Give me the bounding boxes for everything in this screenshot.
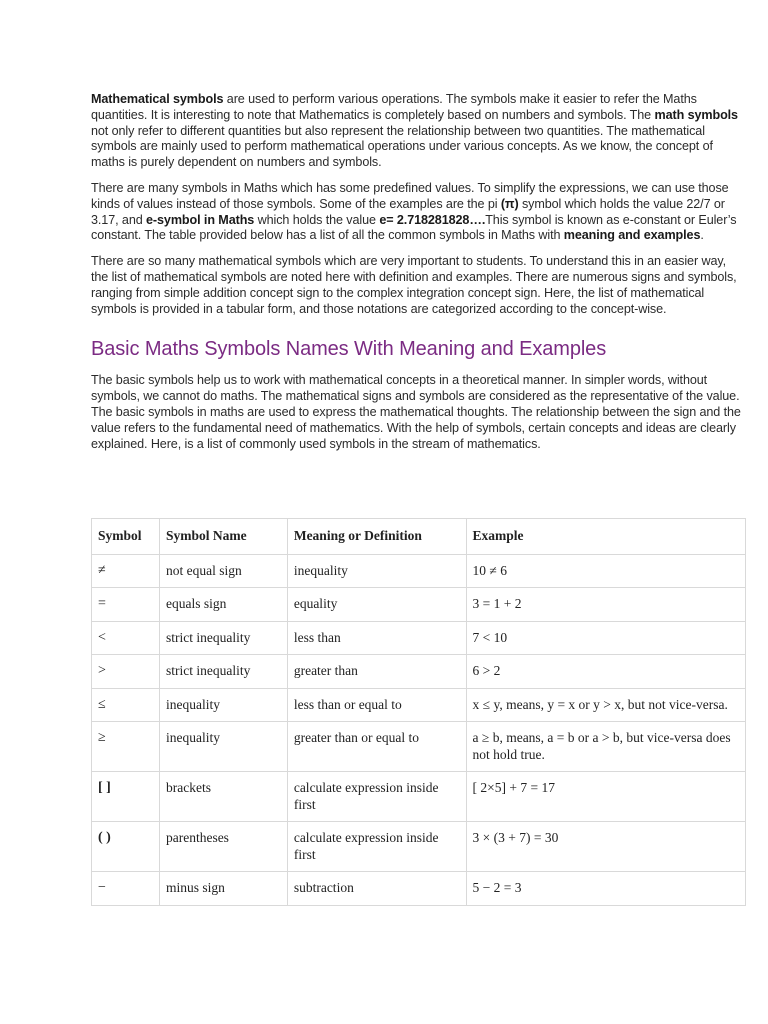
cell-example: 5 − 2 = 3 <box>466 872 745 906</box>
paragraph-text: . <box>700 228 704 243</box>
table-header-row <box>92 519 746 555</box>
cell-name: brackets <box>159 772 287 822</box>
cell-name: strict inequality <box>159 621 287 655</box>
cell-meaning: less than or equal to <box>287 688 466 722</box>
cell-name: minus sign <box>159 872 287 906</box>
bold-term: math symbols <box>654 107 738 122</box>
cell-symbol: ≥ <box>92 722 160 772</box>
article-body <box>91 92 746 452</box>
header-symbol-name: Symbol Name <box>159 519 287 555</box>
table-row <box>92 872 746 906</box>
cell-name: not equal sign <box>159 554 287 588</box>
cell-symbol: ≠ <box>92 554 160 588</box>
cell-example: [ 2×5] + 7 = 17 <box>466 772 745 822</box>
cell-example: a ≥ b, means, a = b or a > b, but vice-versa does not hold true. <box>466 722 745 772</box>
table-row <box>92 722 746 772</box>
cell-meaning: calculate expression inside first <box>287 822 466 872</box>
table-row <box>92 588 746 622</box>
paragraph-text: are used to perform various operations. The symbols make it easier to refer the Maths quantities. It is interesting to note that Mathematics is completely based on numbers and symbols. The <box>91 92 697 122</box>
table-row <box>92 822 746 872</box>
section-heading: Basic Maths Symbols Names With Meaning and Examples <box>91 338 607 361</box>
table-row <box>92 621 746 655</box>
paragraph-text: There are many symbols in Maths which has some predefined values. To simplify the expressions, we can use those kinds of values instead of those symbols. Some of the examples are the pi <box>91 180 729 211</box>
intro-paragraph-2 <box>91 181 746 244</box>
cell-symbol: ( ) <box>92 822 160 872</box>
intro-paragraph-1 <box>91 92 746 171</box>
bold-term: (π) <box>500 196 519 211</box>
cell-symbol: > <box>92 655 160 689</box>
header-example: Example <box>466 519 745 555</box>
paragraph-text: not only refer to different quantities but also represent the relationship between two quantities. The mathematical symbols are mainly used to perform mathematical operations under various concepts. As we know, the concept of maths is purely dependent on numbers and symbols. <box>91 123 713 170</box>
cell-example: 10 ≠ 6 <box>466 554 745 588</box>
cell-example: 7 < 10 <box>466 621 745 655</box>
cell-symbol: < <box>92 621 160 655</box>
intro-paragraph-3: There are so many mathematical symbols which are very important to students. To understand this in an easier way, the list of mathematical symbols are noted here with definition and examples. There are numerous signs and symbols, ranging from simple addition concept sign to the complex integration concept sign. Here, the list of mathematical symbols is provided in a tabular form, and those notations are categorized according to the concept-wise. <box>91 254 737 316</box>
cell-example: 3 = 1 + 2 <box>466 588 745 622</box>
cell-meaning: less than <box>287 621 466 655</box>
table-row <box>92 655 746 689</box>
cell-meaning: subtraction <box>287 872 466 906</box>
section-intro-paragraph: The basic symbols help us to work with mathematical concepts in a theoretical manner. In simpler words, without symbols, we cannot do maths. The mathematical signs and symbols are considered as the representative of the value. The basic symbols in maths are used to express the mathematical thoughts. The relationship between the sign and the value refers to the fundamental need of mathematics. With the help of symbols, certain concepts and ideas are clearly explained. Here, is a list of commonly used symbols in the stream of mathematics. <box>91 373 741 451</box>
table-row <box>92 772 746 822</box>
cell-meaning: greater than or equal to <box>287 722 466 772</box>
cell-name: parentheses <box>159 822 287 872</box>
cell-symbol: = <box>92 588 160 622</box>
cell-meaning: calculate expression inside first <box>287 772 466 822</box>
cell-name: inequality <box>159 722 287 772</box>
cell-example: 3 × (3 + 7) = 30 <box>466 822 745 872</box>
bold-term: Mathematical symbols <box>91 92 224 106</box>
bold-term: e= 2.718281828…. <box>379 212 486 227</box>
cell-example: 6 > 2 <box>466 655 745 689</box>
header-symbol: Symbol <box>92 519 160 555</box>
cell-symbol: [ ] <box>92 772 160 822</box>
cell-name: inequality <box>159 688 287 722</box>
cell-symbol: ≤ <box>92 688 160 722</box>
header-meaning: Meaning or Definition <box>287 519 466 555</box>
bold-term: e-symbol in Maths <box>146 212 255 227</box>
bold-term: meaning and examples <box>563 228 701 243</box>
cell-meaning: equality <box>287 588 466 622</box>
symbols-table <box>91 518 746 906</box>
cell-example: x ≤ y, means, y = x or y > x, but not vice-versa. <box>466 688 745 722</box>
table-row <box>92 688 746 722</box>
table-row <box>92 554 746 588</box>
cell-meaning: greater than <box>287 655 466 689</box>
cell-meaning: inequality <box>287 554 466 588</box>
paragraph-text: symbol which holds the value 22/7 or 3.17, and <box>91 196 725 227</box>
cell-name: equals sign <box>159 588 287 622</box>
cell-name: strict inequality <box>159 655 287 689</box>
paragraph-text: This symbol is known as e-constant or Euler’s constant. The table provided below has a list of all the common symbols in Maths with <box>91 212 737 243</box>
paragraph-text: which holds the value <box>254 212 380 227</box>
cell-symbol: − <box>92 872 160 906</box>
